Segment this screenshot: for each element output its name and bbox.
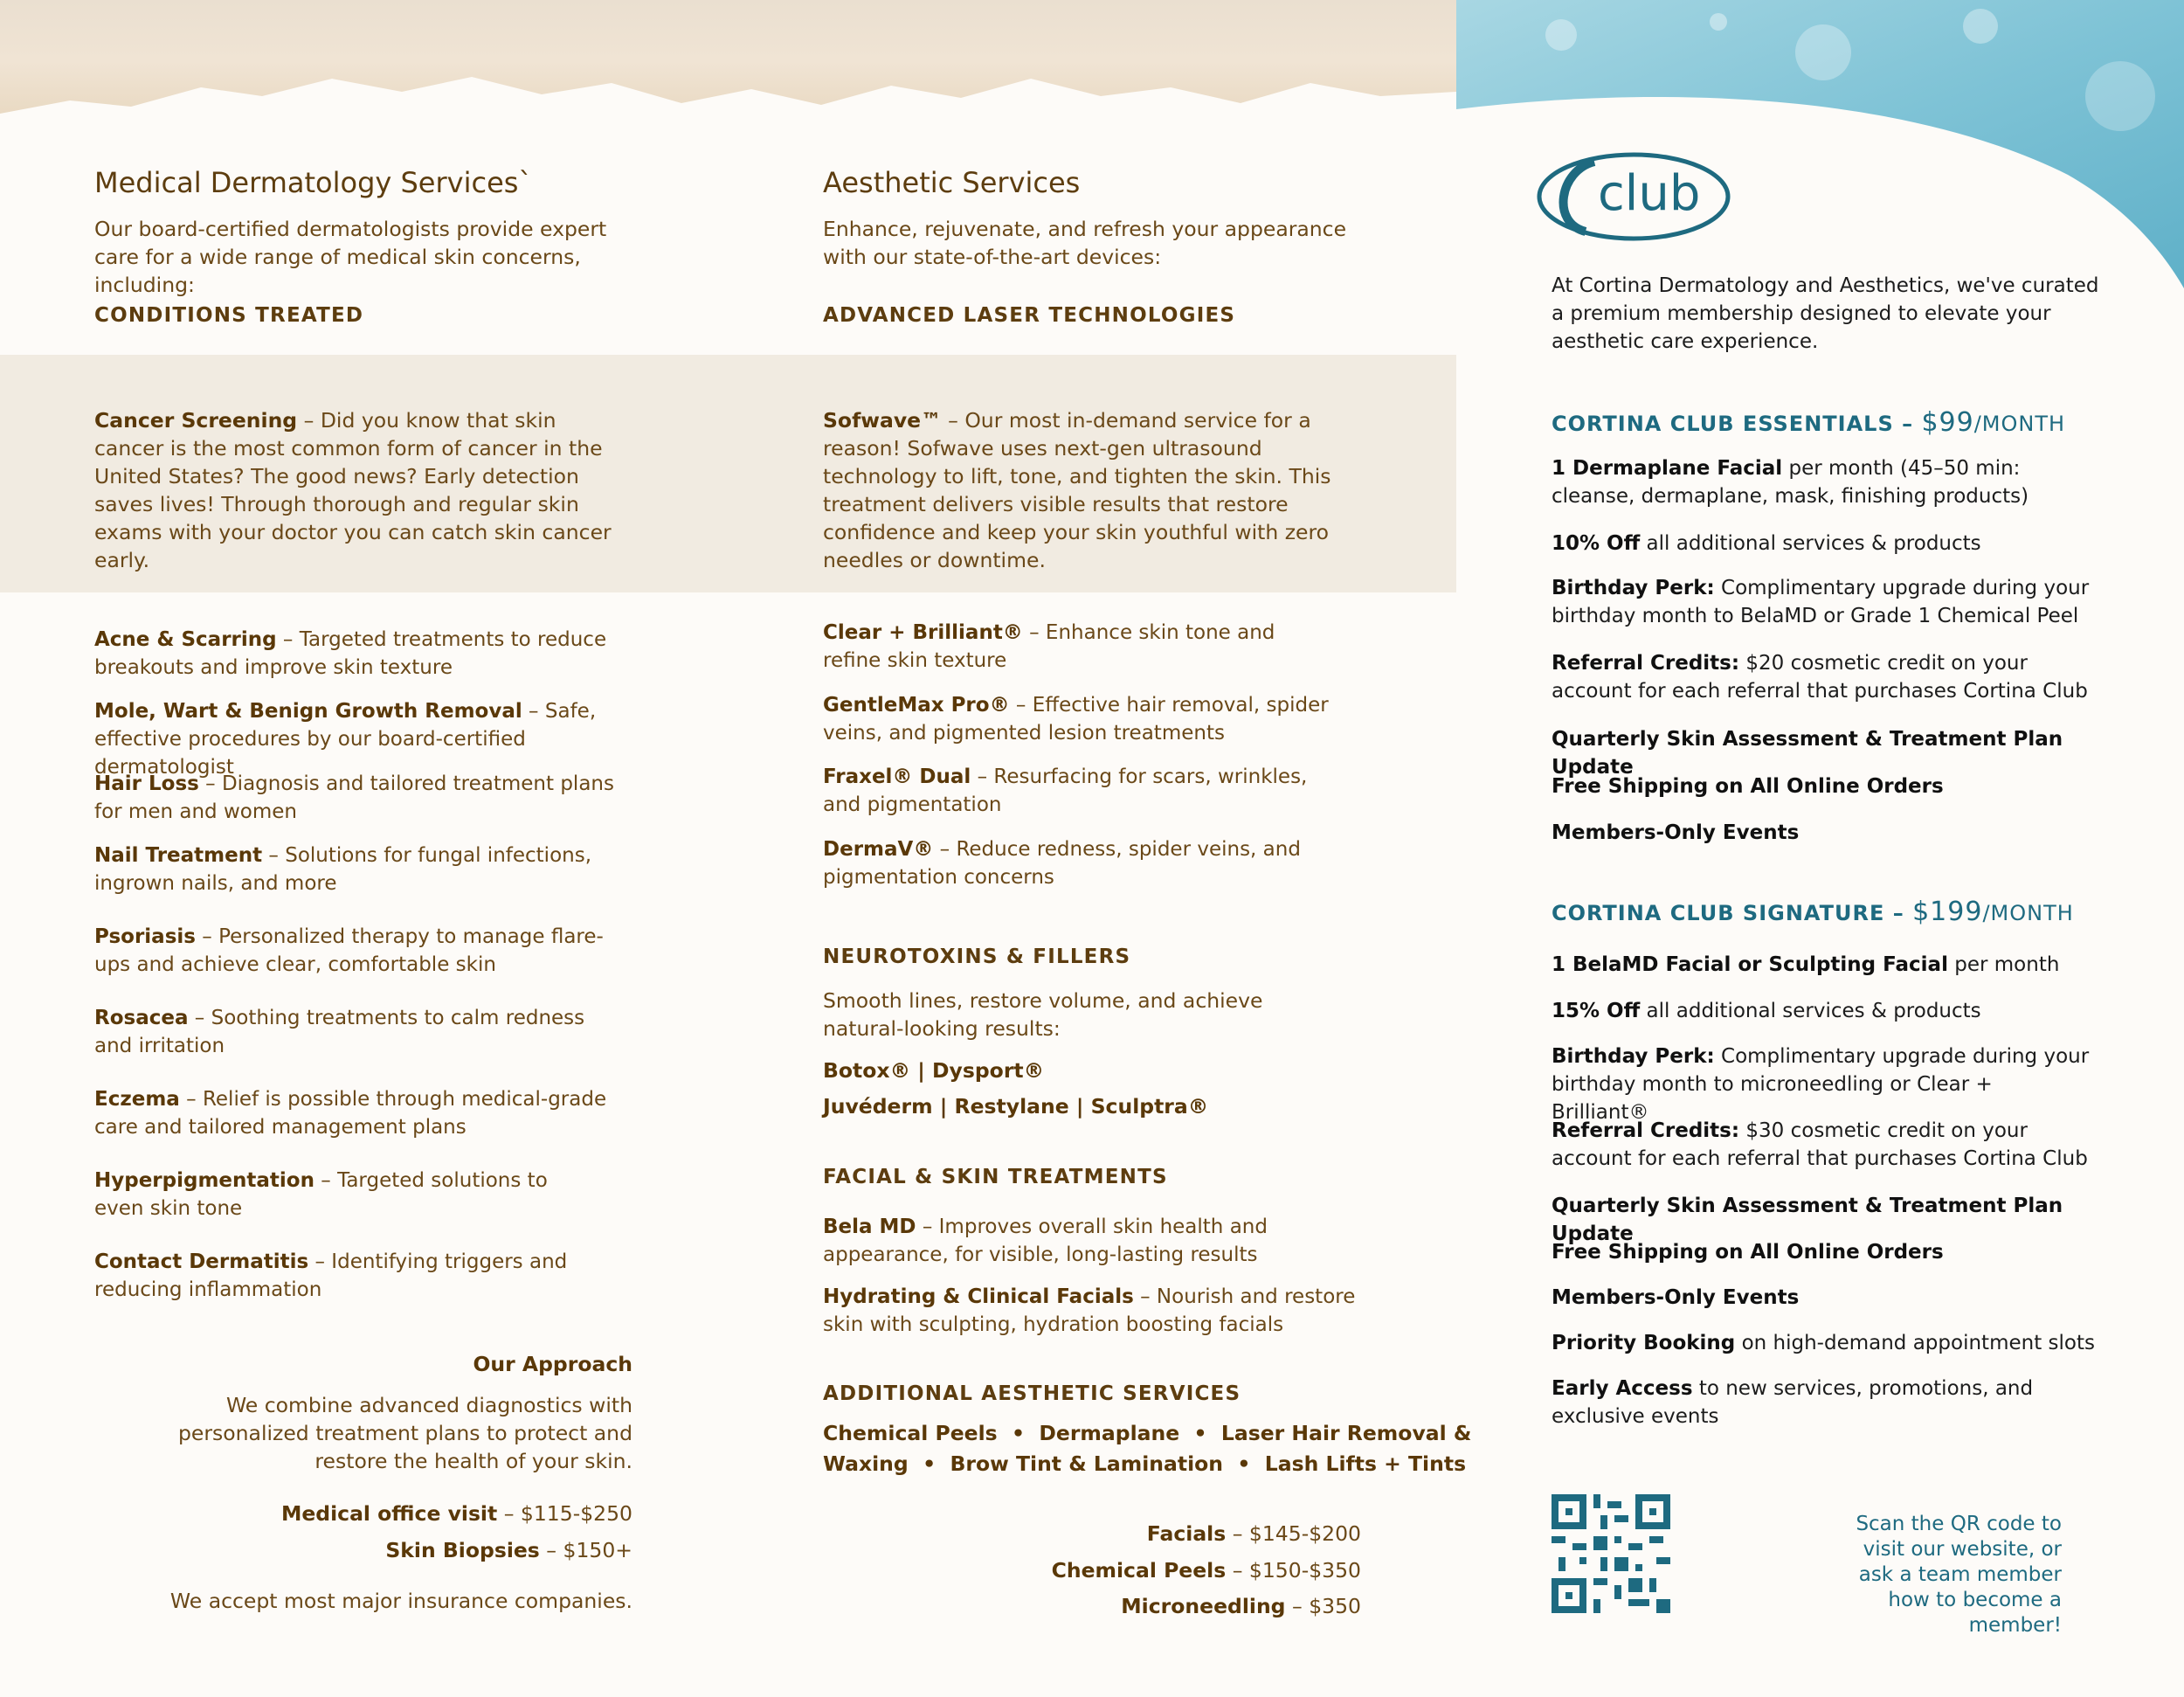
- essentials-item: [1552, 649, 2111, 705]
- essentials-title: [1552, 407, 2065, 438]
- condition-text: – Soothing treatments to calm redness and irritation: [94, 1007, 585, 1057]
- condition-text: – Relief is possible through medical-grade care and tailored management plans: [94, 1088, 607, 1139]
- signature-item: [1552, 1117, 2111, 1173]
- condition-item: [94, 923, 636, 979]
- laser-item: [823, 835, 1312, 891]
- laser-text: – Resurfacing for scars, wrinkles, and pigmentation: [823, 765, 1308, 816]
- medical-title: Medical Dermatology Services`: [94, 166, 533, 199]
- price-value: – $150+: [539, 1538, 632, 1562]
- benefit-label: Members-Only Events: [1552, 821, 1800, 844]
- laser-item: [823, 763, 1312, 819]
- essentials-item: [1552, 819, 2111, 847]
- condition-text: – Safe, effective procedures by our board-certified dermatologist: [94, 700, 597, 779]
- neuro-line-1: Botox® | Dysport®: [823, 1058, 1045, 1083]
- condition-item: [94, 697, 653, 781]
- medical-intro: Our board-certified dermatologists provide expert care for a wide range of medical skin concerns, including:: [94, 217, 607, 297]
- benefit-label: Birthday Perk:: [1552, 1045, 1715, 1068]
- benefit-text: to new services, promotions, and exclusive events: [1552, 1377, 2034, 1428]
- benefit-label: Referral Credits:: [1552, 652, 1740, 675]
- additional-caption: ADDITIONAL AESTHETIC SERVICES: [823, 1382, 1241, 1405]
- signature-item: [1552, 997, 2111, 1025]
- signature-title: [1552, 897, 2074, 927]
- condition-item: [94, 770, 636, 826]
- facial-label: Hydrating & Clinical Facials: [823, 1285, 1134, 1308]
- signature-title-text: CORTINA CLUB SIGNATURE –: [1552, 901, 1913, 925]
- price-biopsy: [94, 1536, 632, 1564]
- essentials-item: [1552, 530, 2093, 558]
- facial-label: Bela MD: [823, 1216, 916, 1238]
- essentials-period: /MONTH: [1973, 412, 2066, 436]
- condition-label: Acne & Scarring: [94, 628, 277, 651]
- condition-item: [94, 626, 619, 682]
- benefit-label: Quarterly Skin Assessment & Treatment Plan Update: [1552, 1195, 2063, 1245]
- condition-label: Nail Treatment: [94, 844, 263, 867]
- benefit-text: per month (45–50 min: cleanse, dermaplane, mask, finishing products): [1552, 457, 2029, 508]
- club-logo-text: club: [1598, 165, 1701, 222]
- condition-label: Hair Loss: [94, 772, 199, 795]
- condition-label: Rosacea: [94, 1007, 189, 1029]
- condition-text: – Targeted treatments to reduce breakouts and improve skin texture: [94, 628, 607, 679]
- condition-label: Hyperpigmentation: [94, 1169, 314, 1192]
- condition-item: [94, 1004, 592, 1060]
- club-intro: At Cortina Dermatology and Aesthetics, we've curated a premium membership designed to elevate your aesthetic care experience.: [1552, 274, 2099, 353]
- price-value: – $350: [1285, 1594, 1361, 1618]
- approach-title: Our Approach: [473, 1352, 632, 1376]
- condition-text: – Personalized therapy to manage flare-ups and achieve clear, comfortable skin: [94, 925, 604, 976]
- condition-item: [94, 1248, 584, 1304]
- benefit-text: $20 cosmetic credit on your account for each referral that purchases Cortina Club: [1552, 652, 2088, 703]
- price-microneedling: [823, 1592, 1361, 1620]
- signature-period: /MONTH: [1982, 901, 2074, 925]
- price-facials: [823, 1520, 1361, 1548]
- laser-text: – Enhance skin tone and refine skin texture: [823, 621, 1275, 672]
- facial-text: – Nourish and restore skin with sculpting, hydration boosting facials: [823, 1285, 1356, 1336]
- neuro-caption: NEUROTOXINS & FILLERS: [823, 945, 1131, 968]
- condition-text: – Solutions for fungal infections, ingrown nails, and more: [94, 844, 592, 895]
- price-label: Microneedling: [1121, 1594, 1286, 1618]
- facial-item: [823, 1283, 1365, 1339]
- price-label: Medical office visit: [280, 1501, 498, 1526]
- cancer-screening: [94, 406, 619, 574]
- price-office-visit: [94, 1500, 632, 1527]
- price-label: Facials: [1146, 1521, 1227, 1546]
- sofwave: [823, 406, 1382, 574]
- benefit-label: Quarterly Skin Assessment & Treatment Plan Update: [1552, 728, 2063, 779]
- benefit-label: Birthday Perk:: [1552, 577, 1715, 599]
- sofwave-text: – Our most in-demand service for a reason! Sofwave uses next-gen ultrasound technology to lift, tone, and tighten the skin. This treatment delivers visible results that restore confidence and keep your skin youthful with zero needles or downtime.: [823, 408, 1331, 572]
- sofwave-label: Sofwave™: [823, 408, 942, 433]
- laser-text: – Reduce redness, spider veins, and pigmentation concerns: [823, 838, 1301, 889]
- facial-caption: FACIAL & SKIN TREATMENTS: [823, 1166, 1168, 1188]
- price-label: Skin Biopsies: [385, 1538, 540, 1562]
- benefit-text: all additional services & products: [1640, 1000, 1981, 1022]
- signature-item: [1552, 1042, 2093, 1126]
- laser-item: [823, 691, 1373, 747]
- condition-text: – Identifying triggers and reducing inflammation: [94, 1250, 568, 1301]
- signature-item: [1552, 951, 2111, 979]
- benefit-label: 15% Off: [1552, 1000, 1641, 1022]
- approach-text: We combine advanced diagnostics with personalized treatment plans to protect and restore the health of your skin.: [178, 1393, 632, 1473]
- signature-price: $199: [1912, 897, 1983, 927]
- insurance-note: We accept most major insurance companies.: [169, 1589, 632, 1613]
- signature-item: [1552, 1329, 2111, 1357]
- signature-item: [1552, 1284, 2111, 1312]
- condition-item: [94, 1167, 592, 1223]
- essentials-title-text: CORTINA CLUB ESSENTIALS –: [1552, 412, 1922, 436]
- benefit-text: all additional services & products: [1640, 532, 1981, 555]
- price-peels: [823, 1556, 1361, 1584]
- condition-label: Mole, Wart & Benign Growth Removal: [94, 700, 522, 723]
- essentials-item: [1552, 574, 2093, 630]
- condition-label: Psoriasis: [94, 925, 196, 948]
- facial-text: – Improves overall skin health and appearance, for visible, long-lasting results: [823, 1216, 1268, 1266]
- essentials-item: [1552, 772, 2111, 800]
- facial-item: [823, 1213, 1312, 1269]
- benefit-label: 1 Dermaplane Facial: [1552, 457, 1783, 480]
- price-value: – $150-$350: [1226, 1558, 1361, 1583]
- laser-text: – Effective hair removal, spider veins, and pigmented lesion treatments: [823, 694, 1329, 745]
- benefit-text: per month: [1947, 953, 2060, 976]
- signature-item: [1552, 1238, 2111, 1266]
- conditions-caption: CONDITIONS TREATED: [94, 304, 364, 327]
- condition-text: – Targeted solutions to even skin tone: [94, 1169, 548, 1220]
- benefit-text: Complimentary upgrade during your birthday month to microneedling or Clear + Brilliant®: [1552, 1045, 2090, 1124]
- signature-item: [1552, 1375, 2058, 1430]
- benefit-label: Members-Only Events: [1552, 1286, 1800, 1309]
- neuro-line-2: Juvéderm | Restylane | Sculptra®: [823, 1094, 1209, 1119]
- condition-label: Contact Dermatitis: [94, 1250, 309, 1273]
- laser-label: GentleMax Pro®: [823, 694, 1010, 717]
- price-value: – $115-$250: [497, 1501, 632, 1526]
- benefit-label: Priority Booking: [1552, 1332, 1736, 1354]
- condition-text: – Diagnosis and tailored treatment plans for men and women: [94, 772, 614, 823]
- aesthetic-title: Aesthetic Services: [823, 166, 1081, 199]
- aesthetic-intro: Enhance, rejuvenate, and refresh your appearance with our state-of-the-art devices:: [823, 217, 1347, 269]
- price-value: – $145-$200: [1226, 1521, 1361, 1546]
- benefit-label: Free Shipping on All Online Orders: [1552, 1241, 1944, 1264]
- essentials-item: [1552, 454, 2093, 510]
- condition-item: [94, 842, 619, 897]
- price-label: Chemical Peels: [1051, 1558, 1227, 1583]
- laser-label: Clear + Brilliant®: [823, 621, 1023, 644]
- laser-label: DermaV®: [823, 838, 934, 861]
- condition-label: Eczema: [94, 1088, 180, 1111]
- benefit-label: 1 BelaMD Facial or Sculpting Facial: [1552, 953, 1948, 976]
- cancer-screening-text: – Did you know that skin cancer is the most common form of cancer in the United States? The good news? Early detection saves lives! Through thorough and regular skin exams with your doctor you can catch skin cancer early.: [94, 408, 612, 572]
- benefit-label: Free Shipping on All Online Orders: [1552, 775, 1944, 798]
- essentials-price: $99: [1921, 407, 1974, 438]
- torn-paper-edge: [0, 52, 1456, 131]
- laser-caption: ADVANCED LASER TECHNOLOGIES: [823, 304, 1236, 327]
- benefit-label: Early Access: [1552, 1377, 1693, 1400]
- qr-code-icon[interactable]: [1552, 1494, 1670, 1613]
- benefit-text: $30 cosmetic credit on your account for each referral that purchases Cortina Club: [1552, 1119, 2088, 1170]
- additional-line-2: Waxing • Brow Tint & Lamination • Lash Lifts + Tints: [823, 1451, 1467, 1476]
- laser-item: [823, 619, 1330, 675]
- cancer-screening-label: Cancer Screening: [94, 408, 298, 433]
- benefit-label: Referral Credits:: [1552, 1119, 1740, 1142]
- benefit-text: on high-demand appointment slots: [1735, 1332, 2095, 1354]
- laser-label: Fraxel® Dual: [823, 765, 971, 788]
- benefit-text: Complimentary upgrade during your birthday month to BelaMD or Grade 1 Chemical Peel: [1552, 577, 2090, 627]
- additional-line-1: Chemical Peels • Dermaplane • Laser Hair Removal &: [823, 1421, 1472, 1445]
- qr-instructions: Scan the QR code to visit our website, or ask a team member how to become a member!: [1856, 1513, 2062, 1637]
- benefit-label: 10% Off: [1552, 532, 1641, 555]
- club-logo: [1533, 144, 1734, 249]
- neuro-text: Smooth lines, restore volume, and achieve natural-looking results:: [823, 988, 1263, 1041]
- condition-item: [94, 1085, 619, 1141]
